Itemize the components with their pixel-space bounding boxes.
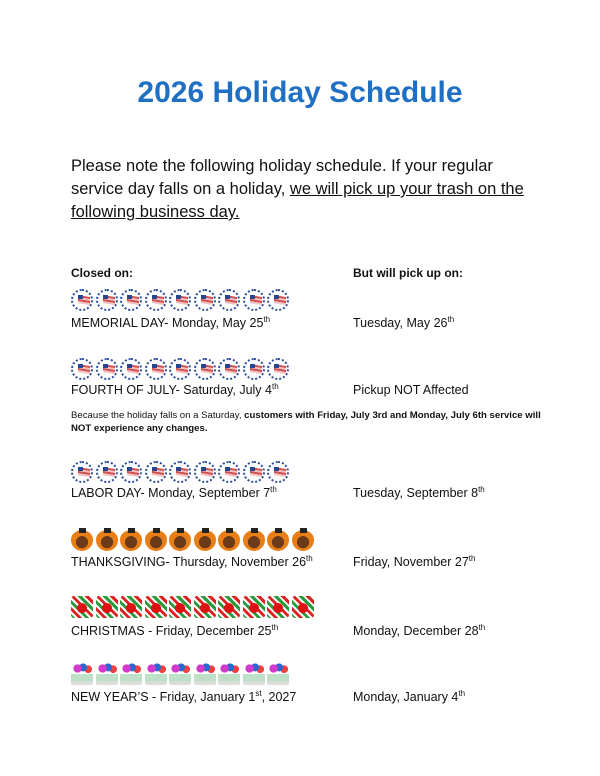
- flag-icon: [145, 461, 167, 483]
- pickup-label: Friday, November 27: [353, 555, 469, 569]
- pickup-date: [353, 690, 465, 704]
- intro-underlined: we will pick up your trash on the following business day.: [71, 180, 524, 221]
- flag-icon: [71, 289, 93, 311]
- flag-icon: [120, 289, 142, 311]
- holiday-icon-row: [71, 358, 289, 380]
- holiday-suffix: , 2027: [261, 690, 297, 704]
- flag-icon: [169, 289, 191, 311]
- flag-icon: [96, 289, 118, 311]
- pickup-date: [353, 555, 475, 569]
- ordinal: th: [447, 315, 455, 324]
- intro-paragraph: [71, 155, 541, 224]
- flag-icon: [96, 461, 118, 483]
- ordinal: st: [255, 689, 262, 698]
- ordinal: th: [478, 485, 485, 494]
- flag-icon: [120, 461, 142, 483]
- new-year-icon: [120, 663, 142, 685]
- holiday-icon-row: [71, 529, 314, 551]
- holiday-name: [71, 316, 270, 330]
- holiday-label: FOURTH OF JULY- Saturday, July 4: [71, 383, 272, 397]
- page-title: 2026 Holiday Schedule: [137, 76, 463, 109]
- ordinal: th: [478, 623, 486, 632]
- pickup-label: Tuesday, September 8: [353, 486, 479, 500]
- ordinal: th: [458, 689, 466, 698]
- holiday-label: NEW YEAR’S - Friday, January 1: [71, 690, 256, 704]
- new-year-icon: [71, 663, 93, 685]
- holiday-icon-row: [71, 461, 289, 483]
- flag-icon: [71, 461, 93, 483]
- pickup-label: Tuesday, May 26: [353, 316, 448, 330]
- turkey-icon: [120, 529, 142, 551]
- flag-icon: [145, 358, 167, 380]
- ordinal: th: [468, 554, 476, 563]
- candy-cane-icon: [194, 596, 216, 618]
- turkey-icon: [71, 529, 93, 551]
- holiday-icon-row: [71, 663, 289, 685]
- flag-icon: [194, 461, 216, 483]
- candy-cane-icon: [96, 596, 118, 618]
- turkey-icon: [145, 529, 167, 551]
- turkey-icon: [169, 529, 191, 551]
- holiday-label: THANKSGIVING- Thursday, November 26: [71, 555, 307, 569]
- holiday-name: [71, 383, 279, 397]
- candy-cane-icon: [145, 596, 167, 618]
- note-text: Because the holiday falls on a Saturday,: [71, 410, 245, 421]
- candy-cane-icon: [292, 596, 314, 618]
- pickup-label: Monday, January 4: [353, 690, 459, 704]
- flag-icon: [267, 289, 289, 311]
- holiday-label: LABOR DAY- Monday, September 7: [71, 486, 271, 500]
- flag-icon: [194, 358, 216, 380]
- turkey-icon: [218, 529, 240, 551]
- pickup-date: [353, 624, 485, 638]
- new-year-icon: [96, 663, 118, 685]
- turkey-icon: [292, 529, 314, 551]
- pickup-label: Pickup NOT Affected: [353, 383, 469, 397]
- turkey-icon: [267, 529, 289, 551]
- new-year-icon: [243, 663, 265, 685]
- flag-icon: [267, 358, 289, 380]
- holiday-name: [71, 624, 278, 638]
- candy-cane-icon: [169, 596, 191, 618]
- note-bold: customers with Friday, July 3rd and Monday, July 6th service will NOT experience any changes.: [71, 410, 541, 434]
- turkey-icon: [194, 529, 216, 551]
- flag-icon: [71, 358, 93, 380]
- turkey-icon: [243, 529, 265, 551]
- ordinal: th: [306, 554, 313, 563]
- flag-icon: [218, 461, 240, 483]
- flag-icon: [145, 289, 167, 311]
- holiday-label: CHRISTMAS - Friday, December 25: [71, 624, 272, 638]
- ordinal: th: [270, 485, 277, 494]
- pickup-date: [353, 486, 485, 500]
- flag-icon: [218, 358, 240, 380]
- flag-icon: [169, 358, 191, 380]
- flag-icon: [267, 461, 289, 483]
- pickup-date: [353, 383, 469, 397]
- holiday-icon-row: [71, 289, 289, 311]
- holiday-name: [71, 555, 313, 569]
- candy-cane-icon: [243, 596, 265, 618]
- pickup-date: [353, 316, 454, 330]
- july-note: [71, 409, 551, 435]
- intro-text: Please note the following holiday schedule. If your regular service day falls on a holiday,: [71, 157, 493, 198]
- ordinal: th: [263, 315, 271, 324]
- flag-icon: [120, 358, 142, 380]
- holiday-name: [71, 486, 277, 500]
- new-year-icon: [267, 663, 289, 685]
- candy-cane-icon: [71, 596, 93, 618]
- pickup-header: But will pick up on:: [353, 266, 463, 280]
- flag-icon: [96, 358, 118, 380]
- ordinal: th: [271, 623, 279, 632]
- flag-icon: [243, 289, 265, 311]
- candy-cane-icon: [218, 596, 240, 618]
- flag-icon: [169, 461, 191, 483]
- new-year-icon: [145, 663, 167, 685]
- candy-cane-icon: [120, 596, 142, 618]
- ordinal: th: [271, 382, 279, 391]
- new-year-icon: [218, 663, 240, 685]
- flag-icon: [243, 358, 265, 380]
- holiday-name: [71, 690, 296, 704]
- holiday-icon-row: [71, 596, 314, 618]
- flag-icon: [194, 289, 216, 311]
- new-year-icon: [194, 663, 216, 685]
- pickup-label: Monday, December 28: [353, 624, 479, 638]
- closed-on-header: Closed on:: [71, 266, 133, 280]
- new-year-icon: [169, 663, 191, 685]
- flag-icon: [218, 289, 240, 311]
- candy-cane-icon: [267, 596, 289, 618]
- turkey-icon: [96, 529, 118, 551]
- holiday-label: MEMORIAL DAY- Monday, May 25: [71, 316, 264, 330]
- flag-icon: [243, 461, 265, 483]
